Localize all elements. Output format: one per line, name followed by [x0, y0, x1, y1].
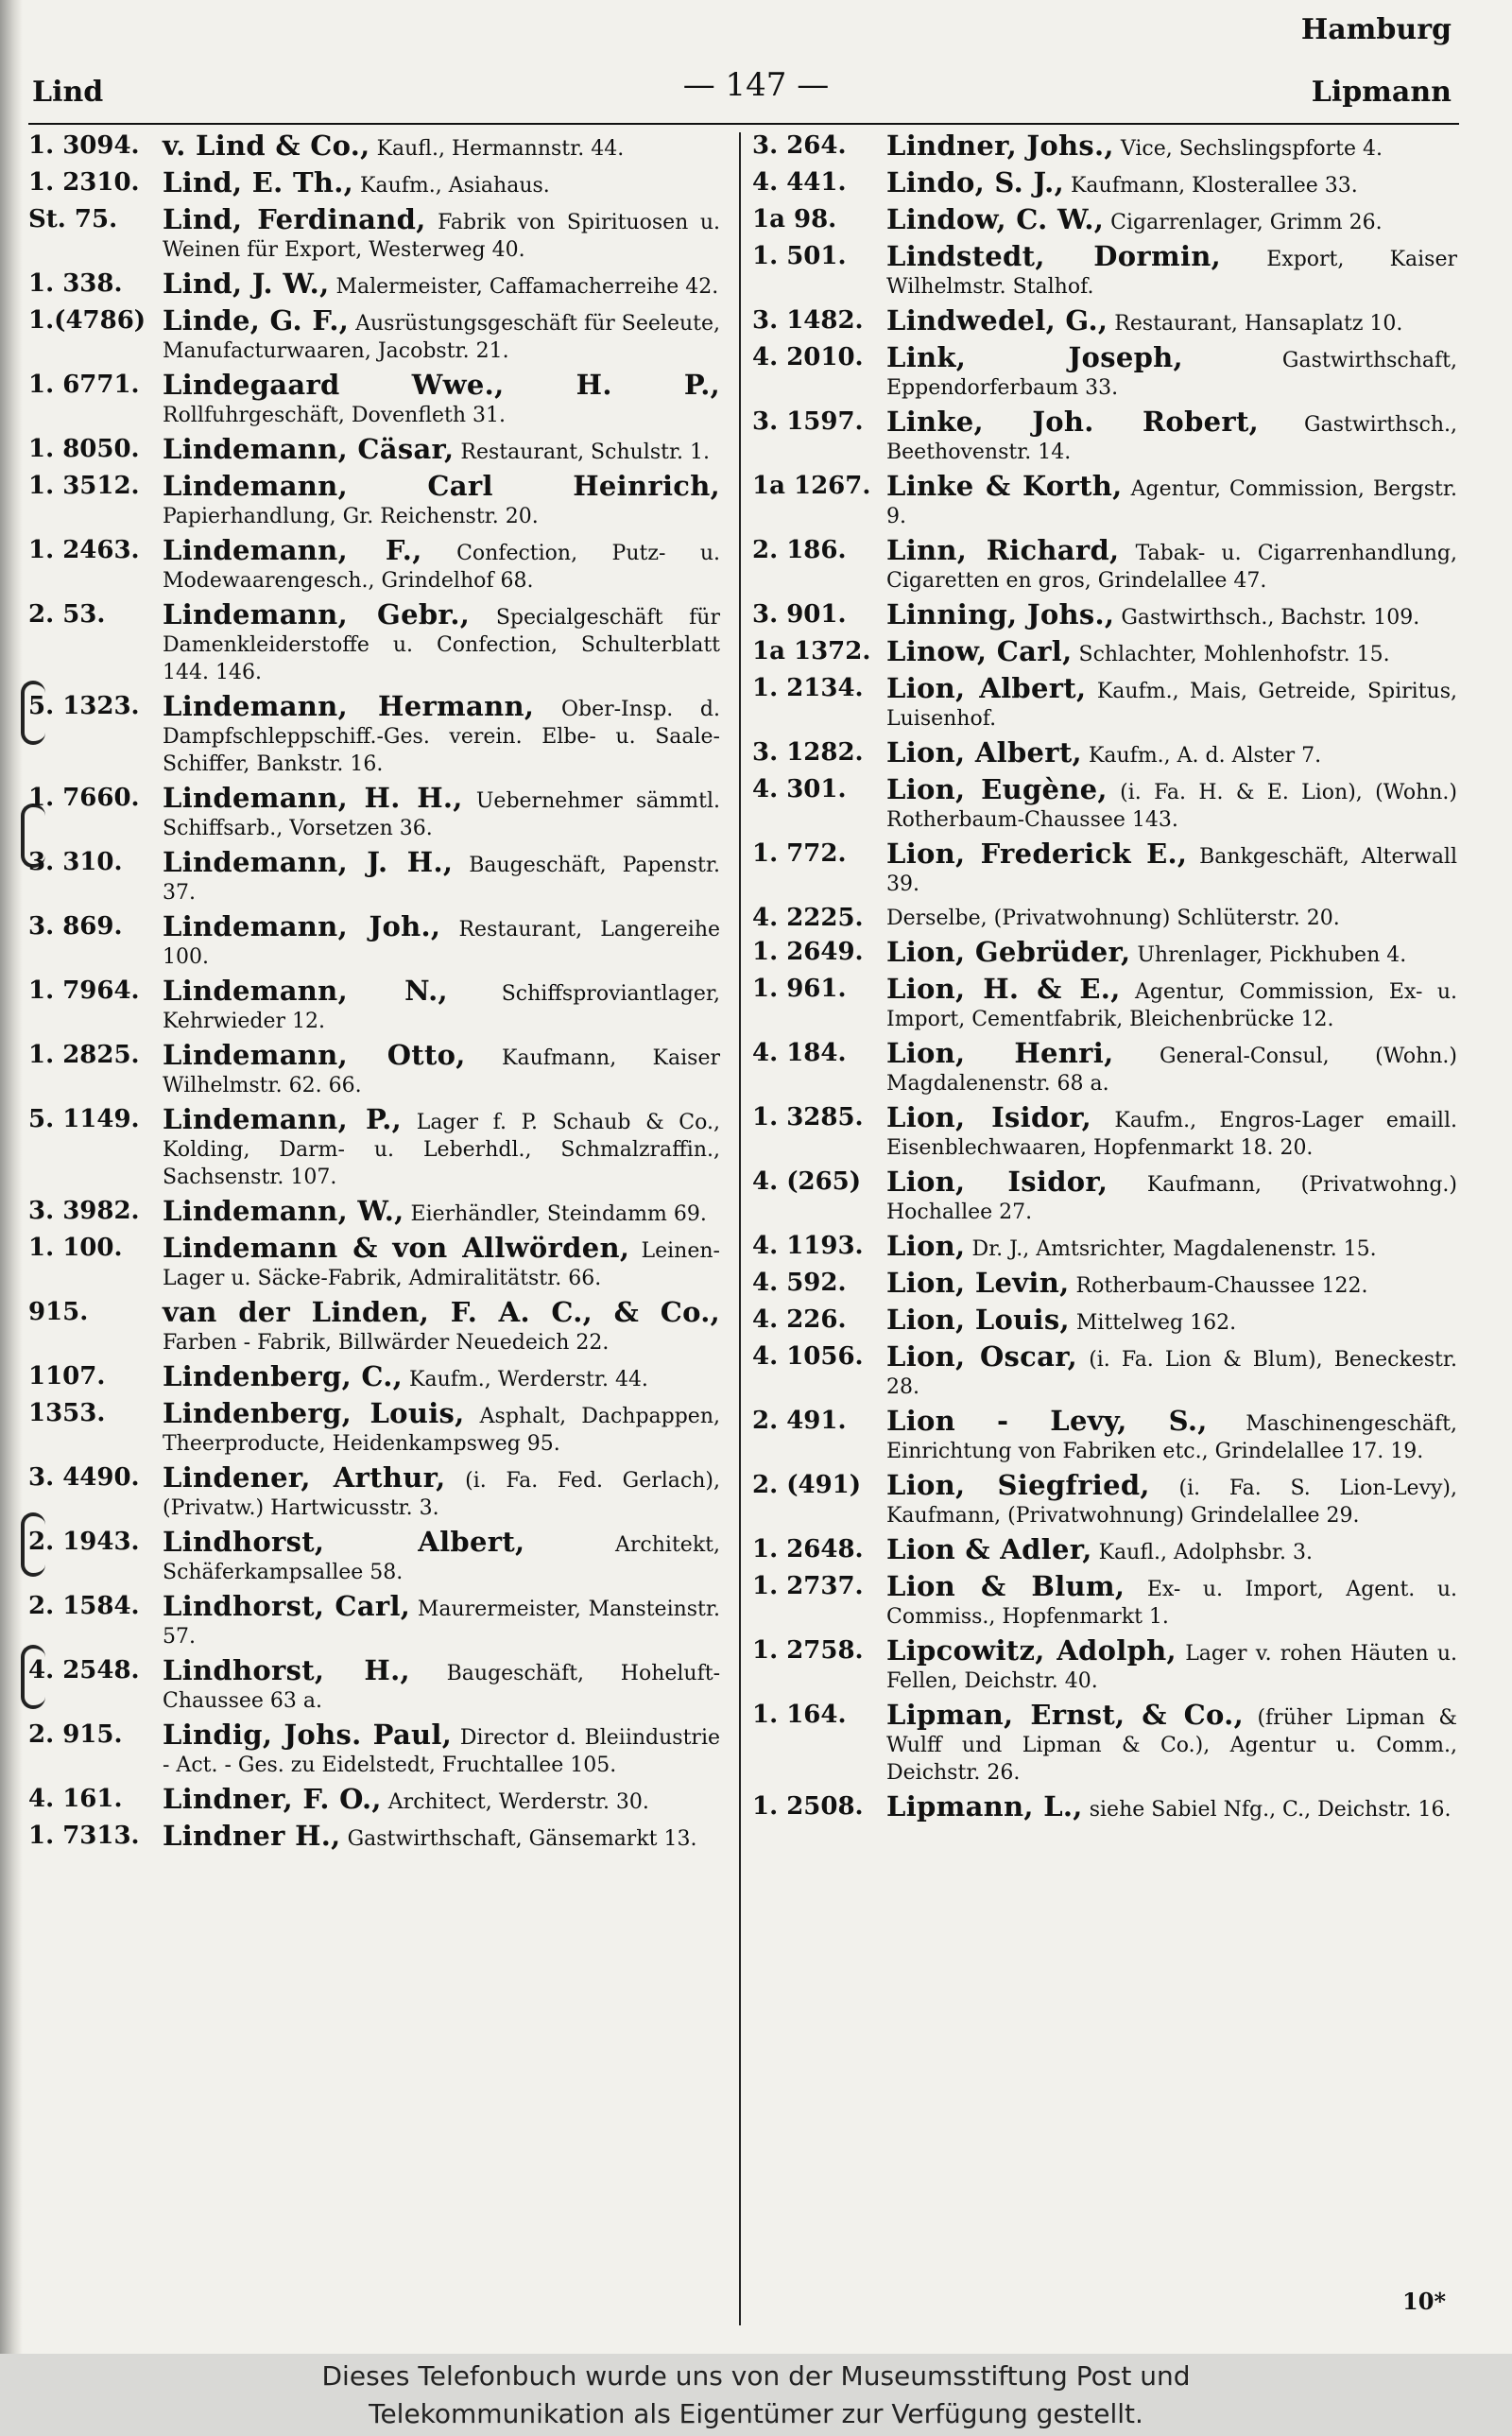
- entry-name: Lindegaard Wwe., H. P.,: [163, 369, 720, 401]
- right-column: [752, 132, 1457, 1830]
- directory-entry: [28, 977, 720, 1035]
- directory-entry: [28, 1461, 720, 1522]
- entry-description: Kaufmann, Klosterallee 33.: [1070, 174, 1358, 198]
- entry-description: Rotherbaum-Chaussee 122.: [1075, 1274, 1368, 1298]
- directory-entry: [28, 433, 720, 466]
- directory-entry: [28, 371, 720, 429]
- entry-description: Uhrenlager, Pickhuben 4.: [1137, 943, 1407, 967]
- entry-description: (i. Fa. S. Lion-Levy), Kaufmann, (Privatwohnung) Grindelallee 29.: [886, 1477, 1458, 1528]
- phone-number: 1a 1267.: [752, 472, 871, 500]
- phone-number: 2. 186.: [752, 536, 847, 564]
- entry-name: Lindemann, Otto,: [163, 1039, 466, 1071]
- entry-description: Eierhändler, Steindamm 69.: [410, 1202, 707, 1226]
- entry-name: Lindemann, Gebr.,: [163, 598, 471, 631]
- phone-number: 2. 1943.: [28, 1528, 140, 1556]
- entry-name: Linn, Richard,: [886, 534, 1120, 566]
- entry-name: Lion & Adler,: [886, 1533, 1092, 1565]
- phone-number: 2. 53.: [28, 600, 106, 629]
- directory-entry: [28, 534, 720, 595]
- phone-number: 2. (491): [752, 1471, 862, 1499]
- entry-name: Lindemann, W.,: [163, 1195, 404, 1227]
- entry-name: Lindner H.,: [163, 1820, 341, 1852]
- directory-entry: [752, 1306, 1457, 1337]
- directory-entry: [752, 1790, 1457, 1823]
- phone-number: 1a 1372.: [752, 637, 871, 665]
- directory-entry: [752, 773, 1457, 834]
- entry-description: Restaurant, Hansaplatz 10.: [1114, 312, 1403, 336]
- phone-number: 1107.: [28, 1362, 106, 1391]
- entry-name: Lindenberg, C.,: [163, 1360, 404, 1392]
- entry-name: Link, Joseph,: [886, 341, 1183, 373]
- entry-description: Gastwirthsch., Beethovenstr. 14.: [886, 413, 1457, 464]
- directory-entry: [752, 1037, 1457, 1097]
- directory-entry: [752, 341, 1457, 402]
- directory-entry: [752, 534, 1457, 595]
- entry-name: Lipmann, L.,: [886, 1790, 1083, 1823]
- entry-description: Uebernehmer sämmtl. Schiffsarb., Vorsetzen 36.: [163, 789, 720, 840]
- phone-number: 1. 2648.: [752, 1535, 864, 1564]
- entry-name: Lipcowitz, Adolph,: [886, 1634, 1177, 1667]
- directory-entry: [752, 598, 1457, 631]
- entry-description: Agentur, Commission, Ex- u. Import, Cementfabrik, Bleichenbrücke 12.: [886, 980, 1457, 1031]
- directory-entry: [752, 1230, 1457, 1263]
- entry-name: Linning, Johs.,: [886, 598, 1115, 631]
- entry-name: Lindner, F. O.,: [163, 1783, 382, 1815]
- entry-description: Gastwirthschaft, Eppendorferbaum 33.: [886, 349, 1457, 400]
- page-binding-edge: [0, 0, 23, 2354]
- entry-description: Schlachter, Mohlenhofstr. 15.: [1078, 643, 1390, 666]
- directory-entry: [28, 782, 720, 842]
- entry-name: Lind, J. W.,: [163, 268, 330, 300]
- phone-number: 1. 3094.: [28, 131, 140, 160]
- directory-entry: [28, 270, 720, 301]
- phone-number: 3. 310.: [28, 848, 123, 876]
- directory-entry: [752, 672, 1458, 733]
- directory-entry: [28, 166, 720, 199]
- entry-description: Cigarrenlager, Grimm 26.: [1110, 211, 1383, 234]
- entry-description: Rollfuhrgeschäft, Dovenfleth 31.: [163, 404, 507, 427]
- phone-number: 4. 1193.: [752, 1232, 864, 1260]
- entry-description: Papierhandlung, Gr. Reichenstr. 20.: [163, 505, 539, 528]
- directory-entry: [752, 1570, 1457, 1631]
- phone-number: 1. 100.: [28, 1234, 123, 1262]
- phone-number: 1. 2737.: [752, 1572, 864, 1600]
- directory-entry: [752, 905, 1457, 932]
- phone-number: 1. 961.: [752, 975, 847, 1003]
- phone-number: 3. 869.: [28, 912, 123, 941]
- directory-entry: [28, 1039, 720, 1099]
- directory-entry: [752, 1101, 1457, 1162]
- entry-description: Export, Kaiser Wilhelmstr. Stalhof.: [886, 248, 1457, 299]
- entry-description: (i. Fa. H. & E. Lion), (Wohn.) Rotherbaum-Chaussee 143.: [886, 781, 1457, 832]
- directory-entry: [28, 1654, 721, 1715]
- entry-description: Lager v. rohen Häuten u. Fellen, Deichstr. 40.: [886, 1642, 1458, 1693]
- phone-number: 2. 1584.: [28, 1592, 140, 1620]
- directory-entry: [752, 470, 1457, 530]
- phone-number: 4. 2548.: [28, 1656, 140, 1684]
- phone-number: 4. 301.: [752, 775, 847, 803]
- phone-number: 5. 1149.: [28, 1105, 140, 1133]
- entry-description: Fabrik von Spirituosen u. Weinen für Export, Westerweg 40.: [163, 211, 720, 262]
- entry-name: Lindenberg, Louis,: [163, 1397, 465, 1429]
- entry-name: Lind, Ferdinand,: [163, 203, 426, 235]
- entry-name: Lindwedel, G.,: [886, 304, 1108, 337]
- entry-description: Malermeister, Caffamacherreihe 42.: [335, 275, 719, 299]
- phone-number: 3. 1597.: [752, 407, 864, 436]
- entry-name: v. Lind & Co.,: [163, 130, 370, 162]
- phone-number: 1. 6771.: [28, 371, 140, 399]
- entry-description: Kaufm., Asiahaus.: [360, 174, 550, 198]
- entry-name: Lion, Albert,: [886, 736, 1082, 769]
- right-keyword: Lipmann: [1311, 76, 1452, 109]
- directory-entry: [752, 973, 1457, 1033]
- directory-entry: [752, 1340, 1457, 1401]
- entry-description: Kaufmann, Kaiser Wilhelmstr. 62. 66.: [163, 1046, 720, 1097]
- entry-description: Maurermeister, Mansteinstr. 57.: [163, 1598, 720, 1649]
- phone-number: 4. 184.: [752, 1039, 847, 1067]
- phone-number: 4. 2225.: [752, 904, 864, 932]
- entry-description: Restaurant, Langereihe 100.: [163, 918, 721, 969]
- entry-description: (i. Fa. Fed. Gerlach), (Privatw.) Hartwicusstr. 3.: [163, 1469, 720, 1520]
- phone-number: 1.(4786): [28, 306, 146, 335]
- page-number: — 147 —: [682, 66, 830, 104]
- entry-name: Lion, Siegfried,: [886, 1469, 1150, 1501]
- entry-description: Baugeschäft, Papenstr. 37.: [163, 854, 720, 905]
- directory-entry: [752, 1168, 1457, 1226]
- phone-number: 1. 2758.: [752, 1636, 864, 1665]
- entry-name: Lindemann, Joh.,: [163, 910, 441, 942]
- entry-name: Lindemann, Carl Heinrich,: [163, 470, 720, 502]
- directory-entry: [28, 1232, 720, 1292]
- entry-description: Confection, Putz- u. Modewaarengesch., Grindelhof 68.: [163, 542, 720, 593]
- directory-entry: [28, 470, 720, 530]
- directory-entry: [752, 166, 1457, 199]
- footer-line-1: Dieses Telefonbuch wurde uns von der Museumsstiftung Post und: [321, 2360, 1191, 2392]
- column-divider: [739, 132, 741, 2325]
- directory-entry: [28, 304, 720, 365]
- directory-entry: [28, 1820, 720, 1853]
- entry-description: Ex- u. Import, Agent. u. Commiss., Hopfenmarkt 1.: [886, 1578, 1457, 1629]
- entry-name: Lipman, Ernst, & Co.,: [886, 1699, 1244, 1731]
- entry-name: Lion, Louis,: [886, 1304, 1070, 1336]
- directory-entry: [28, 1590, 720, 1650]
- phone-number: 915.: [28, 1298, 89, 1326]
- phone-number: 1. 2508.: [752, 1792, 864, 1821]
- entry-name: Lindemann, Cäsar,: [163, 433, 455, 465]
- entry-description: Asphalt, Dachpappen, Theerproducte, Heidenkampsweg 95.: [163, 1405, 720, 1456]
- phone-number: 1. 2825.: [28, 1041, 140, 1069]
- entry-description: Kaufmann, (Privatwohng.) Hochallee 27.: [886, 1173, 1457, 1224]
- phone-number: 1. 164.: [752, 1701, 847, 1729]
- entry-name: Lindemann, Hermann,: [163, 690, 535, 722]
- phone-number: 1a 98.: [752, 205, 837, 233]
- entry-description: Architekt, Schäferkampsallee 58.: [163, 1533, 720, 1584]
- entry-name: Lion - Levy, S.,: [886, 1405, 1208, 1437]
- phone-number: 3. 1482.: [752, 306, 864, 335]
- entry-description: Mittelweg 162.: [1075, 1311, 1237, 1335]
- entry-description: Dr. J., Amtsrichter, Magdalenenstr. 15.: [971, 1237, 1377, 1261]
- entry-description: Lager f. P. Schaub & Co., Kolding, Darm- u. Leberhdl., Schmalzraffin., Sachsenstr. 107.: [163, 1111, 720, 1189]
- entry-description: (früher Lipman & Wulff und Lipman & Co.), Agentur u. Comm., Deichstr. 26.: [886, 1706, 1457, 1785]
- phone-number: 1. 8050.: [28, 435, 140, 463]
- phone-number: 3. 1282.: [752, 738, 864, 767]
- directory-entry: [752, 1405, 1457, 1465]
- directory-entry: [28, 910, 721, 971]
- directory-entry: [28, 1195, 720, 1228]
- directory-entry: [752, 635, 1457, 668]
- entry-name: Lindhorst, Albert,: [163, 1526, 525, 1558]
- directory-entry: [28, 846, 720, 907]
- phone-number: St. 75.: [28, 205, 118, 233]
- entry-description: Kaufm., A. d. Alster 7.: [1088, 744, 1322, 768]
- entry-name: Linow, Carl,: [886, 635, 1073, 667]
- entry-description: Maschinengeschäft, Einrichtung von Fabriken etc., Grindelallee 17. 19.: [886, 1412, 1457, 1463]
- phone-number: 5. 1323.: [28, 692, 140, 720]
- footer-line-2: Telekommunikation als Eigentümer zur Verfügung gestellt.: [369, 2398, 1143, 2429]
- directory-entry: [28, 1721, 720, 1779]
- entry-name: Lindhorst, H.,: [163, 1654, 410, 1686]
- entry-name: Lindow, C. W.,: [886, 203, 1105, 235]
- entry-description: Leinen-Lager u. Säcke-Fabrik, Admiralitätstr. 66.: [163, 1239, 720, 1290]
- directory-entry: [752, 203, 1457, 236]
- phone-number: 1. 501.: [752, 242, 847, 270]
- directory-entry: [752, 304, 1457, 337]
- entry-description: (i. Fa. Lion & Blum), Beneckestr. 28.: [886, 1348, 1457, 1399]
- entry-description: Kaufm., Werderstr. 44.: [409, 1368, 648, 1391]
- phone-number: 2. 915.: [28, 1720, 123, 1749]
- directory-entry: [752, 132, 1457, 163]
- entry-name: Linke & Korth,: [886, 470, 1123, 502]
- directory-entry: [28, 690, 720, 778]
- entry-name: Linke, Joh. Robert,: [886, 406, 1260, 438]
- entry-name: Lind, E. Th.,: [163, 166, 354, 199]
- directory-entry: [28, 598, 720, 686]
- phone-number: 1. 772.: [752, 839, 847, 868]
- directory-entry: [752, 1634, 1458, 1695]
- entry-name: Lindo, S. J.,: [886, 166, 1064, 199]
- phone-number: 1. 3285.: [752, 1103, 864, 1132]
- phone-number: 3. 3982.: [28, 1197, 140, 1225]
- entry-description: siehe Sabiel Nfg., C., Deichstr. 16.: [1089, 1798, 1452, 1822]
- entry-name: Lindhorst, Carl,: [163, 1590, 411, 1622]
- phone-number: 2. 491.: [752, 1407, 847, 1435]
- directory-entry: [28, 1103, 720, 1191]
- entry-description: Restaurant, Schulstr. 1.: [460, 441, 711, 464]
- directory-entry: [28, 1296, 720, 1356]
- directory-entry: [28, 203, 720, 264]
- phone-number: 1. 2310.: [28, 168, 140, 197]
- entry-description: Agentur, Commission, Bergstr. 9.: [886, 477, 1457, 528]
- phone-number: 1. 338.: [28, 269, 123, 298]
- directory-entry: [752, 1533, 1457, 1566]
- entry-name: Lindemann, F.,: [163, 534, 422, 566]
- directory-entry: [28, 132, 720, 163]
- left-keyword: Lind: [32, 76, 104, 109]
- entry-name: van der Linden, F. A. C., & Co.,: [163, 1296, 720, 1328]
- entry-name: Lion, Isidor,: [886, 1101, 1092, 1133]
- directory-entry: [752, 408, 1457, 466]
- entry-description: Bankgeschäft, Alterwall 39.: [886, 845, 1458, 896]
- directory-entry: [752, 1469, 1458, 1529]
- directory-entry: [752, 240, 1457, 301]
- entry-name: Linde, G. F.,: [163, 304, 350, 337]
- entry-description: Kaufl., Adolphsbr. 3.: [1098, 1541, 1313, 1564]
- phone-number: 4. 161.: [28, 1785, 123, 1813]
- directory-entry: [752, 936, 1457, 969]
- entry-name: Lion, Levin,: [886, 1267, 1070, 1299]
- entry-description: Ober-Insp. d. Dampfschleppschiff.-Ges. verein. Elbe- u. Saale-Schiffer, Bankstr. 16.: [163, 698, 720, 776]
- city-heading: Hamburg: [1300, 13, 1452, 46]
- entry-name: Lion, Frederick E.,: [886, 838, 1188, 870]
- phone-number: 1. 2649.: [752, 938, 864, 966]
- entry-description: Baugeschäft, Hoheluft-Chaussee 63 a.: [163, 1662, 721, 1713]
- entry-name: Lindemann, H. H.,: [163, 782, 463, 814]
- entry-description: Architect, Werderstr. 30.: [387, 1790, 649, 1814]
- entry-description: Kaufm., Mais, Getreide, Spiritus, Luisenhof.: [886, 680, 1458, 731]
- entry-name: Lion, Albert,: [886, 672, 1087, 704]
- phone-number: 4. 592.: [752, 1269, 847, 1297]
- directory-entry: [28, 1360, 720, 1393]
- phone-number: 1. 2463.: [28, 536, 140, 564]
- directory-entry: [28, 1783, 720, 1816]
- entry-description: Farben - Fabrik, Billwärder Neuedeich 22.: [163, 1331, 610, 1355]
- entry-name: Lion, Henri,: [886, 1037, 1114, 1069]
- phone-number: 4. 1056.: [752, 1342, 864, 1371]
- entry-name: Lindemann & von Allwörden,: [163, 1232, 630, 1264]
- entry-name: Lindemann, P.,: [163, 1103, 403, 1135]
- phone-number: 1. 2134.: [752, 674, 864, 702]
- entry-name: Lion, Oscar,: [886, 1340, 1078, 1373]
- page-footnote: 10*: [1402, 2288, 1446, 2315]
- directory-entry: [752, 1699, 1457, 1787]
- directory-entry: [752, 840, 1457, 898]
- entry-name: Lion, H. & E.,: [886, 973, 1121, 1005]
- entry-description: Kaufm., Engros-Lager emaill. Eisenblechwaaren, Hopfenmarkt 18. 20.: [886, 1109, 1457, 1160]
- entry-name: Lion, Isidor,: [886, 1166, 1108, 1198]
- phone-number: 3. 264.: [752, 131, 847, 160]
- entry-name: Lion, Gebrüder,: [886, 936, 1131, 968]
- phone-number: 4. 441.: [752, 168, 847, 197]
- entry-description: Kaufl., Hermannstr. 44.: [376, 137, 625, 161]
- entry-description: Schiffsproviantlager, Kehrwieder 12.: [163, 982, 721, 1033]
- entry-name: Lion, Eugène,: [886, 773, 1108, 805]
- entry-description: Tabak- u. Cigarrenhandlung, Cigaretten en gros, Grindelallee 47.: [886, 542, 1457, 593]
- entry-description: Gastwirthsch., Bachstr. 109.: [1121, 606, 1420, 630]
- phone-number: 3. 901.: [752, 600, 847, 629]
- entry-description: Vice, Sechslingspforte 4.: [1120, 137, 1383, 161]
- entry-description: Gastwirthschaft, Gänsemarkt 13.: [347, 1827, 697, 1851]
- left-column: [28, 132, 720, 1859]
- directory-entry: [752, 736, 1457, 769]
- phone-number: 4. (265): [752, 1167, 862, 1196]
- entry-description: Director d. Bleiindustrie - Act. - Ges. zu Eidelstedt, Fruchtallee 105.: [163, 1726, 721, 1777]
- phone-number: 3. 4490.: [28, 1463, 140, 1492]
- phone-number: 1353.: [28, 1399, 106, 1427]
- entry-name: Lion & Blum,: [886, 1570, 1125, 1602]
- entry-name: Lindstedt, Dormin,: [886, 240, 1222, 272]
- phone-number: 4. 226.: [752, 1305, 847, 1334]
- entry-description: Ausrüstungsgeschäft für Seeleute, Manufacturwaaren, Jacobstr. 21.: [163, 312, 720, 363]
- entry-name: Lindner, Johs.,: [886, 130, 1114, 162]
- directory-entry: [752, 1267, 1457, 1300]
- entry-name: Lindemann, J. H.,: [163, 846, 454, 878]
- entry-name: Lindig, Johs. Paul,: [163, 1719, 453, 1751]
- entry-name: Lindener, Arthur,: [163, 1461, 446, 1494]
- phone-number: 1. 7313.: [28, 1822, 140, 1850]
- archive-footer: [0, 2354, 1512, 2436]
- phone-number: 1. 3512.: [28, 472, 140, 500]
- entry-description: General-Consul, (Wohn.) Magdalenenstr. 68 a.: [886, 1045, 1457, 1096]
- directory-entry: [28, 1397, 720, 1458]
- phone-number: 1. 7660.: [28, 784, 140, 812]
- entry-name: Lion,: [886, 1230, 966, 1262]
- entry-description: Derselbe, (Privatwohnung) Schlüterstr. 20.: [886, 907, 1340, 930]
- directory-entry: [28, 1526, 720, 1586]
- entry-description: Specialgeschäft für Damenkleiderstoffe u. Confection, Schulterblatt 144. 146.: [163, 606, 720, 684]
- header-rule: [28, 123, 1459, 125]
- phone-number: 1. 7964.: [28, 976, 140, 1005]
- entry-name: Lindemann, N.,: [163, 975, 448, 1007]
- phone-number: 4. 2010.: [752, 343, 864, 371]
